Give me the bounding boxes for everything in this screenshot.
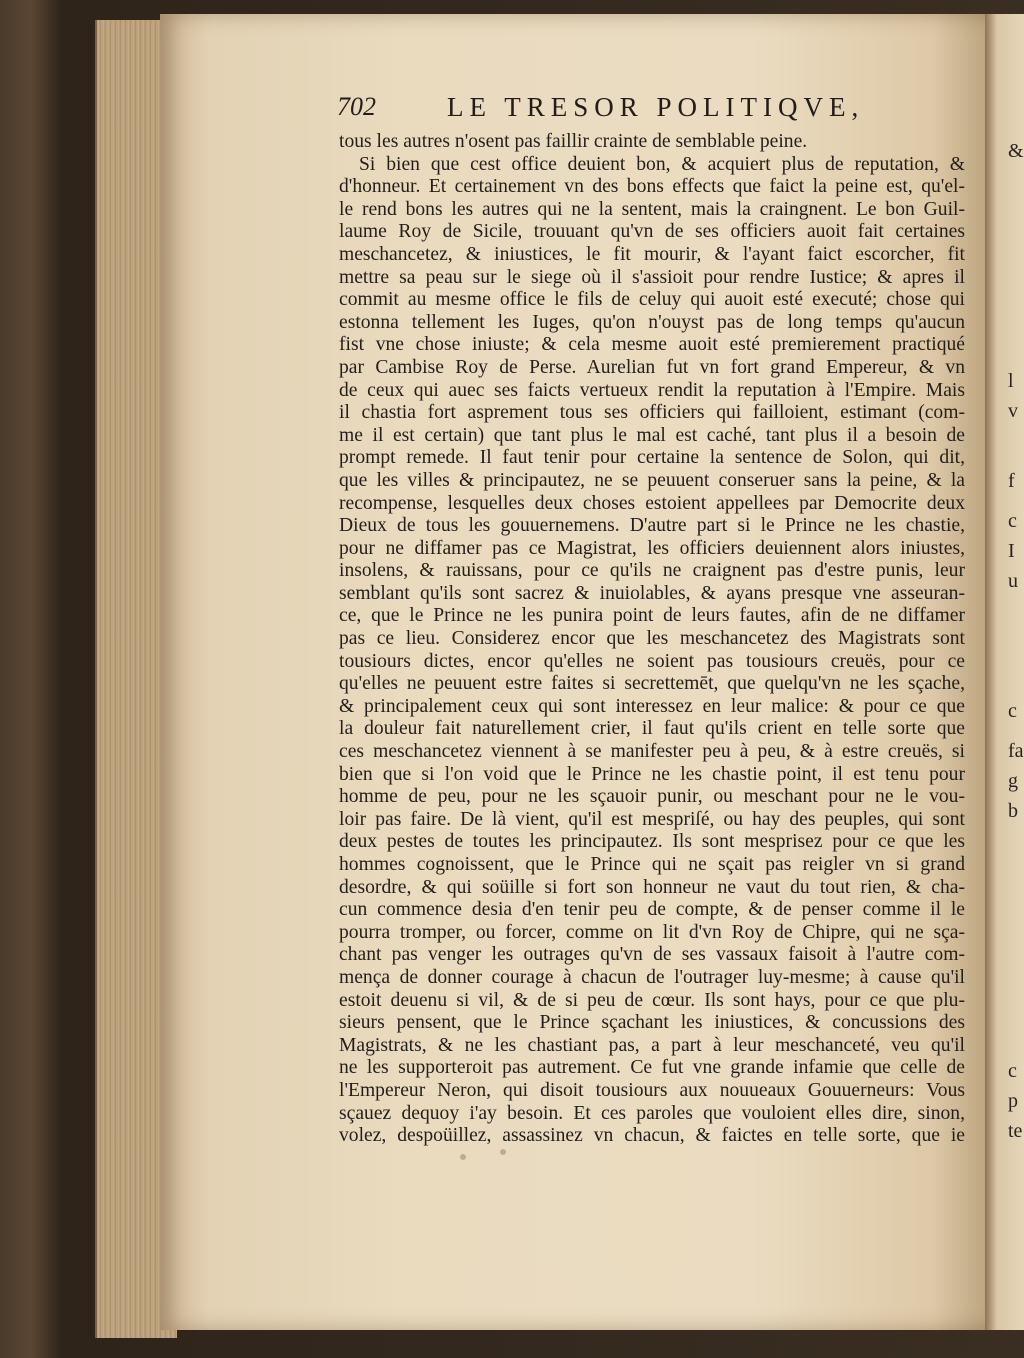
ink-stain — [460, 1154, 466, 1160]
text-line: laume Roy de Sicile, trouuant qu'vn de ses officiers auoit fait certaines — [339, 221, 965, 243]
text-line: me il est certain) que tant plus le mal est caché, tant plus il a besoin de — [339, 424, 965, 446]
text-line: de ceux qui auec ses faicts vertueux rendit la reputation à l'Empire. Mais — [339, 379, 965, 401]
text-line: tous les autres n'osent pas faillir crainte de semblable peine. — [339, 131, 808, 152]
facing-fragment: I — [1008, 540, 1015, 562]
text-line: insolens, & rauissans, pour ce qu'ils ne craignent pas d'estre punis, leur — [339, 560, 965, 582]
facing-fragment: g — [1008, 770, 1018, 792]
text-line: pourra tromper, ou forcer, comme on lit d'vn Roy de Chipre, qui ne sça- — [339, 921, 965, 943]
text-line: pour ne diffamer pas ce Magistrat, les officiers deuiennent alors iniustes, — [339, 537, 965, 559]
text-line: sieurs pensent, que le Prince sçachant les iniustices, & concussions des — [339, 1012, 965, 1034]
facing-fragment: te — [1008, 1120, 1023, 1142]
text-line: cun commence desia d'en tenir peu de compte, & de penser comme il le — [339, 899, 965, 921]
text-line: qu'elles ne peuuent estre faites si secrettemēt, que quelqu'vn ne les sçache, — [339, 673, 965, 695]
page-number: 702 — [337, 92, 376, 121]
facing-fragment: v — [1008, 400, 1018, 422]
text-line: par Cambise Roy de Perse. Aurelian fut vn fort grand Empereur, & vn — [339, 356, 965, 378]
text-line: prompt remede. Il faut tenir pour certaine la sentence de Solon, qui dit, — [339, 447, 965, 469]
text-line: ces meschancetez viennent à se manifester peu à peu, & à estre creuës, si — [339, 741, 965, 763]
text-line: hommes cognoissent, que le Prince qui ne sçait pas reigler vn si grand — [339, 854, 965, 875]
text-line: estoit deuenu si vil, & de si peu de cœur. Ils sont hays, pour ce que plu- — [339, 989, 965, 1011]
text-line: & principalement ceux qui sont interessez en leur malice: & pour ce que — [339, 695, 965, 717]
text-line: il chastia fort asprement tous ses officiers qui failloient, estimant (com- — [339, 402, 965, 424]
text-line: Si bien que cest office deuient bon, & acquiert plus de reputation, & — [359, 153, 965, 175]
text-line: d'honneur. Et certainement vn des bons effects que faict la peine est, qu'el- — [339, 176, 965, 198]
text-line: tousiours dictes, encor qu'elles ne soient pas tousiours creuës, pour ce — [339, 650, 965, 672]
text-line: deux pestes de toutes les principautez. Ils sont mesprisez pour ce que les — [339, 831, 965, 853]
text-line: homme de peu, pour ne les sçauoir punir, ou meschant pour ne le vou- — [339, 786, 965, 808]
text-line: que les villes & principautez, ne se peuuent conseruer sans la peine, & la — [339, 469, 965, 491]
text-line: loir pas faire. De là vient, qu'il est mespriſé, ou hay des peuples, qui sont — [339, 808, 965, 830]
text-line: desordre, & qui soüille si fort son honneur ne vaut du tout rien, & cha- — [339, 876, 965, 898]
text-line: fist vne chose iniuste; & cela mesme auoit esté premierement practiqué — [339, 334, 965, 356]
text-line: Dieux de tous les gouuernemens. D'autre part si le Prince ne les chastie, — [339, 515, 965, 537]
text-line: la douleur fait naturellement crier, il faut qu'ils crient en telle sorte que — [339, 718, 965, 740]
body-text — [339, 131, 965, 1148]
facing-fragment: c — [1008, 700, 1017, 722]
text-line: sçauez dequoy i'ay besoin. Et ces paroles que vouloient elles dire, sinon, — [339, 1102, 965, 1124]
text-line: ce, que le Prince ne les punira point de leurs fautes, afin de ne diffamer — [339, 605, 965, 627]
ink-stain — [500, 1149, 506, 1155]
facing-fragment: & — [1008, 140, 1024, 162]
facing-fragment: fa — [1008, 740, 1024, 762]
facing-fragment: c — [1008, 510, 1017, 532]
text-line: l'Empereur Neron, qui disoit tousiours aux nouueaux Gouuerneurs: Vous — [339, 1079, 965, 1101]
page-header — [337, 92, 967, 136]
facing-fragment: p — [1008, 1090, 1018, 1112]
text-line: bien que si l'on void que le Prince ne les chastie point, il est tenu pour — [339, 763, 965, 785]
text-line: ne les supporteroit pas autrement. Ce fut vne grande infamie que celle de — [339, 1057, 965, 1079]
running-title: LE TRESOR POLITIQVE, — [447, 92, 865, 122]
text-line: commit au mesme office le fils de celuy qui auoit esté executé; chose qui — [339, 289, 965, 311]
text-line: volez, despoüillez, assassinez vn chacun, & faictes en telle sorte, que ie — [339, 1125, 965, 1147]
text-line: semblant qu'ils sont sacrez & inuiolables, & ayans presque vne asseuran- — [339, 582, 965, 604]
text-line: estonna tellement les Iuges, qu'on n'ouyst pas de long temps qu'aucun — [339, 311, 965, 333]
text-line: chant pas venger les outrages qu'vn de ses vassaux faisoit à l'autre com- — [339, 944, 965, 966]
text-line: mença de donner courage à chacun de l'outrager luy-mesme; à cause qu'il — [339, 966, 965, 988]
text-line: recompense, lesquelles deux choses estoient appellees par Democrite deux — [339, 492, 965, 514]
facing-page-fragments — [1000, 60, 1024, 1260]
facing-fragment: l — [1008, 370, 1014, 392]
text-line: Magistrats, & ne les chastiant pas, a part à leur meschanceté, veu qu'il — [339, 1034, 965, 1056]
text-line: le rend bons les autres qui ne la sentent, mais la craingnent. Le bon Guil- — [339, 198, 965, 220]
facing-fragment: u — [1008, 570, 1018, 592]
facing-fragment: c — [1008, 1060, 1017, 1082]
facing-fragment: b — [1008, 800, 1018, 822]
text-line: meschancetez, & iniustices, le fit mourir, & l'ayant faict escorcher, fit — [339, 243, 965, 265]
facing-fragment: f — [1008, 470, 1015, 492]
text-line: pas ce lieu. Considerez encor que les meschancetez des Magistrats sont — [339, 628, 965, 650]
text-line: mettre sa peau sur le siege où il s'assioit pour rendre Iustice; & apres il — [339, 266, 965, 288]
